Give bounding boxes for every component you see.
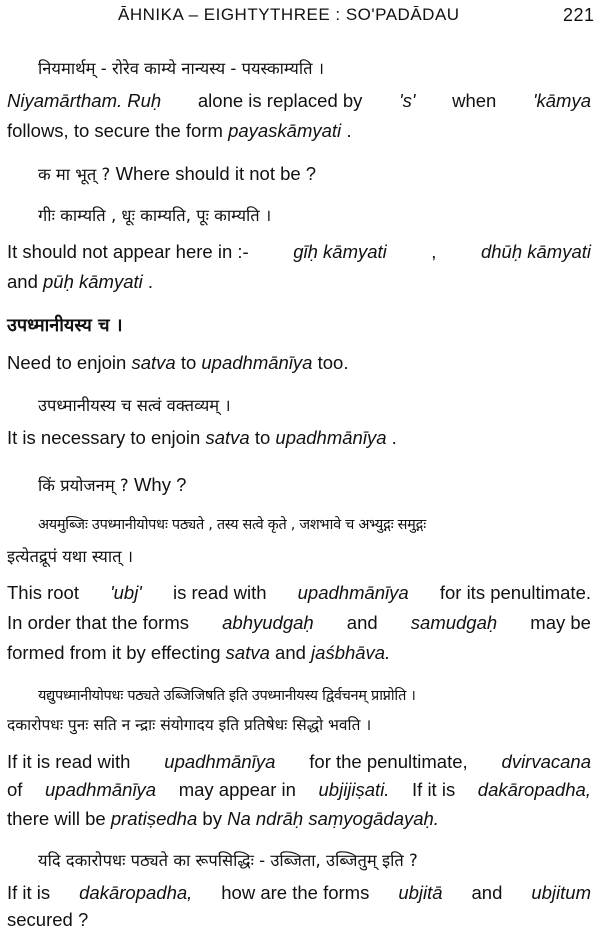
text-line-11: It is necessary to enjoin satva to upadhmānīya . (7, 427, 397, 448)
sanskrit-line-14: इत्येतद्रूपं यथा स्यात् । (7, 547, 134, 566)
text-line-24: If it is dakāropadha, how are the forms ubjitā and ubjitum (7, 882, 591, 903)
sutra-heading: उपध्मानीयस्य च । (7, 315, 123, 336)
sanskrit-line-5: गीः काम्यति , धूः काम्यति, पूः काम्यति । (38, 206, 272, 225)
text-line-17: formed from it by effecting satva and jaśbhāva. (7, 642, 391, 663)
page-number: 221 (563, 5, 595, 25)
sanskrit-line-10: उपध्मानीयस्य च सत्वं वक्तव्यम् । (38, 396, 231, 415)
text-line-3: follows, to secure the form payaskāmyati . (7, 120, 352, 141)
running-head: ĀHNIKA – EIGHTYTHREE : SO'PADĀDAU (118, 5, 460, 24)
sanskrit-line-1: नियमार्थम् - रोरेव काम्ये नान्यस्य - पयस्काम्यति । (38, 59, 325, 78)
text-line-16: In order that the forms abhyudgaḥ and samudgaḥ may be (7, 612, 591, 633)
text-line-7: and pūḥ kāmyati . (7, 271, 154, 292)
sanskrit-line-23: यदि दकारोपधः पठ्यते का रूपसिद्धिः - उब्जिता, उब्जितुम् इति ? (38, 851, 418, 870)
sanskrit-line-18: यद्युपध्मानीयोपधः पठ्यते उब्जिजिषति इति उपध्मानीयस्य द्विर्वचनम् प्राप्नोति । (38, 688, 416, 704)
text-line-4: क मा भूत् ? Where should it not be ? (38, 163, 317, 184)
text-line-22: there will be pratiṣedha by Na ndrāḥ saṃyogādayaḥ. (7, 808, 439, 829)
text-line-12: किं प्रयोजनम् ? Why ? (38, 474, 187, 495)
text-line-2: Niyamārtham. Ruḥ alone is replaced by 's' when 'kāmya (7, 90, 591, 111)
text-line-15: This root 'ubj' is read with upadhmānīya for its penultimate. (7, 582, 591, 603)
text-line-9: Need to enjoin satva to upadhmānīya too. (7, 352, 349, 373)
sanskrit-line-19: दकारोपधः पुनः सति न न्द्राः संयोगादय इति प्रतिषेधः सिद्धो भवति । (7, 716, 372, 734)
page-header (0, 3, 600, 31)
text-line-25: secured ? (7, 909, 89, 930)
text-line-21: of upadhmānīya may appear in ubjijiṣati. If it is dakāropadha, (7, 779, 591, 800)
text-line-6: It should not appear here in :- gīḥ kāmyati , dhūḥ kāmyati (7, 241, 591, 262)
sanskrit-line-13: अयमुब्जिः उपध्मानीयोपधः पठ्यते , तस्य सत्वे कृते , जशभावे च अभ्युद्गः समुद्गः (38, 517, 426, 533)
text-line-20: If it is read with upadhmānīya for the penultimate, dvirvacana (7, 751, 591, 772)
